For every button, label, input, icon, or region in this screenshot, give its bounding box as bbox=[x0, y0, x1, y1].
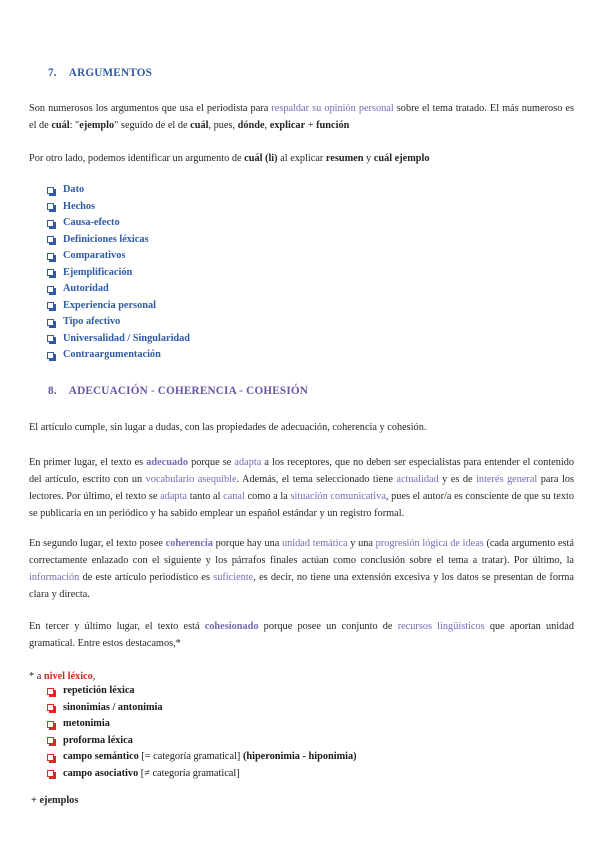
text-run: tanto al bbox=[187, 491, 224, 502]
highlight-term: interés general bbox=[476, 474, 538, 485]
text-run: * a bbox=[29, 671, 44, 682]
list-item bbox=[47, 314, 190, 331]
highlight-term: adapta bbox=[160, 491, 188, 502]
text-run: , es decir, no tiene una extensión excesiva y los datos se presentan de forma clara y directa. bbox=[29, 572, 575, 600]
highlight-term: cohesionado bbox=[204, 621, 259, 632]
list-item-label: campo semántico bbox=[63, 751, 139, 762]
list-item-detail-bold: (hiperonimia - hiponimia) bbox=[242, 751, 357, 762]
checkbox-bullet-icon bbox=[47, 335, 54, 342]
highlight-term: canal bbox=[223, 491, 245, 502]
list-item-label: Definiciones léxicas bbox=[63, 233, 149, 245]
text-run: y una bbox=[347, 538, 376, 549]
section-8-heading bbox=[48, 383, 308, 400]
bold-term: ejemplo bbox=[79, 120, 115, 131]
list-item bbox=[47, 766, 357, 783]
highlight-term: adapta bbox=[234, 457, 262, 468]
bold-term: función bbox=[316, 120, 350, 131]
bold-term: dónde bbox=[237, 120, 265, 131]
list-item-label: Tipo afectivo bbox=[63, 316, 121, 327]
section-8-intro: El artículo cumple, sin lugar a dudas, con las propiedades de adecuación, coherencia y cohesión. bbox=[29, 422, 427, 433]
bold-term: cuál ejemplo bbox=[373, 153, 430, 164]
list-item bbox=[47, 265, 190, 282]
bold-term: cuál bbox=[190, 120, 209, 131]
list-item bbox=[47, 347, 190, 364]
checkbox-bullet-icon bbox=[47, 286, 54, 293]
list-item bbox=[47, 232, 190, 249]
text-run: sobre el tema tratado. El más numeroso es el de bbox=[29, 103, 574, 131]
text-run: " seguido de el de bbox=[114, 120, 191, 131]
list-item bbox=[47, 749, 357, 766]
section-7-paragraph-1 bbox=[29, 100, 574, 134]
section-7-paragraph-2 bbox=[29, 150, 574, 167]
highlight-term: vocabulario asequible bbox=[145, 474, 237, 485]
text-run: (cada argumento está correctamente enlazado con el siguiente y los párrafos finales actúan como conclusión sobre el tema a tratar). Por último, la bbox=[29, 538, 574, 566]
text-run: , pues, bbox=[208, 120, 238, 131]
checkbox-bullet-icon bbox=[47, 236, 54, 243]
text-run: porque se bbox=[188, 457, 235, 468]
checkbox-bullet-icon bbox=[47, 754, 54, 761]
checkbox-bullet-icon bbox=[47, 688, 54, 695]
list-item-detail: [= categoría gramatical] bbox=[138, 751, 243, 762]
text-run: al explicar bbox=[277, 153, 326, 164]
section-7-title: ARGUMENTOS bbox=[68, 67, 153, 79]
bold-term: resumen bbox=[325, 153, 364, 164]
section-8-number: 8. bbox=[48, 385, 57, 397]
checkbox-bullet-icon bbox=[47, 319, 54, 326]
text-run: porque posee un conjunto de bbox=[258, 621, 398, 632]
list-item-label: Comparativos bbox=[63, 250, 126, 261]
checkbox-bullet-icon bbox=[47, 770, 54, 777]
checkbox-bullet-icon bbox=[47, 187, 54, 194]
list-item bbox=[47, 248, 190, 265]
list-item bbox=[47, 281, 190, 298]
highlight-term: actualidad bbox=[396, 474, 439, 485]
text-run: y bbox=[363, 153, 374, 164]
list-item-label: campo asociativo bbox=[63, 767, 139, 779]
list-item-label: Hechos bbox=[63, 200, 96, 212]
text-run: de este artículo periodístico es bbox=[79, 572, 214, 583]
list-item-label: metonimia bbox=[63, 718, 110, 729]
list-item bbox=[47, 199, 190, 216]
text-run: , bbox=[264, 120, 270, 131]
checkbox-bullet-icon bbox=[47, 253, 54, 260]
list-item-label: Contraargumentación bbox=[63, 349, 161, 360]
highlight-term: suficiente bbox=[213, 572, 254, 583]
checkbox-bullet-icon bbox=[47, 220, 54, 227]
argument-types-list bbox=[47, 182, 190, 364]
text-run: + bbox=[305, 120, 317, 131]
list-item-label: repetición léxica bbox=[63, 685, 135, 696]
list-item-label: Causa-efecto bbox=[63, 217, 120, 228]
checkbox-bullet-icon bbox=[47, 203, 54, 210]
text-run: para los lectores. Por último, el texto se bbox=[29, 474, 574, 502]
bold-term: explicar bbox=[269, 120, 306, 131]
text-run: porque hay una bbox=[212, 538, 282, 549]
highlight-term: coherencia bbox=[165, 538, 213, 549]
list-item bbox=[47, 700, 357, 717]
text-run: En tercer y último lugar, el texto está bbox=[29, 621, 205, 632]
list-item bbox=[47, 331, 190, 348]
list-item-detail: [≠ categoría gramatical] bbox=[138, 767, 240, 779]
section-8-paragraph-cohesion bbox=[29, 618, 574, 652]
list-item-label: sinonimias / antonimia bbox=[63, 701, 163, 713]
highlight-term: situación comunicativa bbox=[290, 491, 386, 502]
checkbox-bullet-icon bbox=[47, 721, 54, 728]
text-run: En segundo lugar, el texto posee bbox=[29, 538, 166, 549]
list-item bbox=[47, 298, 190, 315]
text-run: que aportan unidad gramatical. Entre estos destacamos,* bbox=[29, 621, 574, 649]
text-run: a los receptores, que no deben ser especialistas para entender el contenido del artículo, escrito con un bbox=[29, 457, 575, 485]
section-8-paragraph-adecuacion bbox=[29, 454, 574, 522]
list-item bbox=[47, 683, 357, 700]
highlight-term: progresión lógica de ideas bbox=[375, 538, 484, 549]
list-item-label: Ejemplificación bbox=[63, 266, 133, 278]
text-run: como a la bbox=[244, 491, 291, 502]
highlight-term: recursos lingüísticos bbox=[397, 621, 485, 632]
text-run: En primer lugar, el texto es bbox=[29, 457, 147, 468]
checkbox-bullet-icon bbox=[47, 737, 54, 744]
cohesion-resources-list bbox=[47, 683, 357, 782]
text-run: . Además, el tema seleccionado tiene bbox=[236, 474, 397, 485]
list-item-label: proforma léxica bbox=[63, 734, 133, 746]
list-item bbox=[47, 733, 357, 750]
list-item bbox=[47, 215, 190, 232]
highlight-term: adecuado bbox=[146, 457, 189, 468]
text-run: : " bbox=[69, 120, 80, 131]
checkbox-bullet-icon bbox=[47, 269, 54, 276]
highlight-term: unidad temática bbox=[282, 538, 348, 549]
section-7-number: 7. bbox=[48, 67, 57, 79]
section-8-title: ADECUACIÓN - COHERENCIA - COHESIÓN bbox=[68, 385, 309, 397]
bold-term: cuál bbox=[51, 120, 70, 131]
text-run: , bbox=[92, 671, 96, 682]
list-item-label: Autoridad bbox=[63, 283, 109, 294]
highlight-term: respaldar su opinión personal bbox=[271, 103, 394, 114]
text-run: , pues el autor/a es consciente de que su texto se publicaría en un periódico y ha sabido emplear un español estándar y un registro formal. bbox=[29, 491, 574, 519]
section-8-paragraph-coherencia bbox=[29, 535, 574, 603]
list-item-label: Dato bbox=[63, 184, 85, 195]
ejemplos-note: + ejemplos bbox=[31, 795, 79, 806]
bold-term: cuál (li) bbox=[244, 153, 278, 164]
list-item-label: Universalidad / Singularidad bbox=[63, 332, 191, 344]
checkbox-bullet-icon bbox=[47, 704, 54, 711]
text-run: y es de bbox=[438, 474, 477, 485]
list-item-label: Experiencia personal bbox=[63, 299, 156, 311]
highlight-term: información bbox=[29, 572, 80, 583]
checkbox-bullet-icon bbox=[47, 302, 54, 309]
text-run: Son numerosos los argumentos que usa el periodista para bbox=[29, 103, 272, 114]
list-item bbox=[47, 182, 190, 199]
section-7-heading bbox=[48, 65, 152, 82]
text-run: Por otro lado, podemos identificar un argumento de bbox=[29, 153, 245, 164]
nivel-lexico-label: nivel léxico bbox=[43, 671, 93, 682]
list-item bbox=[47, 716, 357, 733]
checkbox-bullet-icon bbox=[47, 352, 54, 359]
